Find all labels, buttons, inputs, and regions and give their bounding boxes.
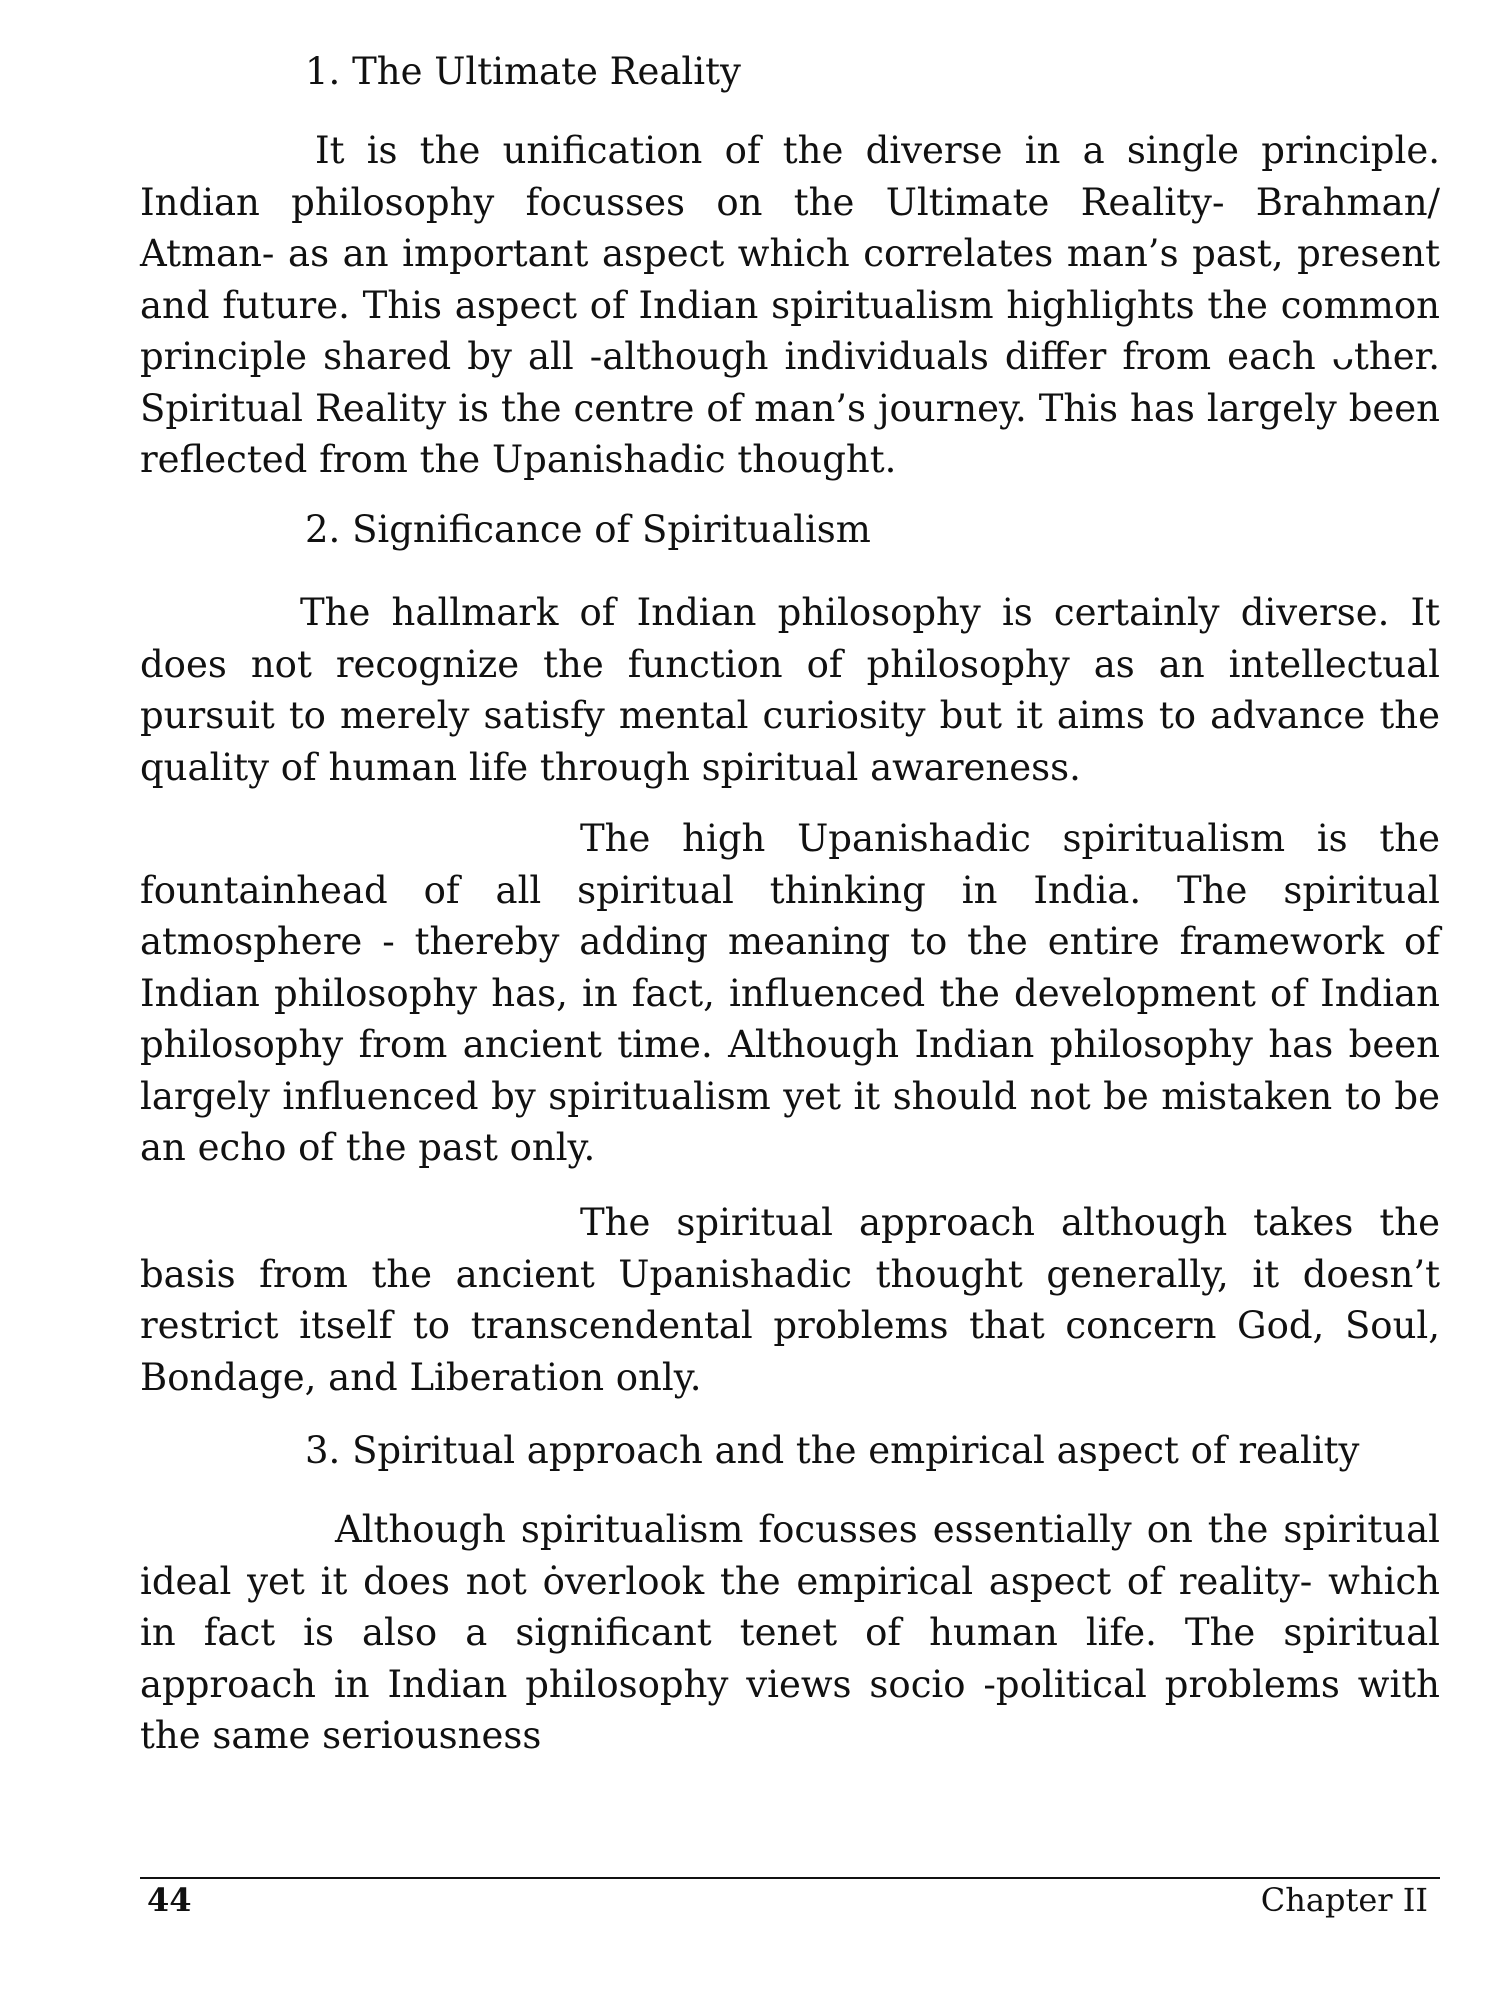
paragraph-ultimate-reality: It is the unification of the diverse in a single principle. Indian philosophy focusses on the Ultimate Reality- Brahman/ Atman- as an important aspect which correlates man’s past, present and future. This aspect of Indian spiritualism highlights the common principle shared by all -although individuals differ from each ᴗther. Spiritual Reality is the centre of man’s journey. This has largely been reflected from the Upanishadic thought. xyxy=(140,129,1440,481)
footer-rule xyxy=(140,1877,1440,1879)
chapter-label: Chapter II xyxy=(1260,1881,1428,1919)
section-heading-1: 1. The Ultimate Reality xyxy=(305,50,741,93)
section-heading-2: 2. Significance of Spiritualism xyxy=(305,508,871,551)
paragraph-spiritual-approach: The spiritual approach although takes the basis from the ancient Upanishadic thought generally, it doesn’t restrict itself to transcendental problems that concern God, Soul, Bondage, and Liberation only. xyxy=(140,1201,1440,1399)
page-number: 44 xyxy=(147,1881,192,1919)
paragraph-empirical-aspect: Although spiritualism focusses essentially on the spiritual ideal yet it does not ȯverlook the empirical aspect of reality- which in fact is also a significant tenet of human life. The spiritual approach in Indian philosophy views socio -political problems with the same seriousness xyxy=(140,1508,1440,1757)
paragraph-hallmark: The hallmark of Indian philosophy is certainly diverse. It does not recognize the function of philosophy as an intellectual pursuit to merely satisfy mental curiosity but it aims to advance the quality of human life through spiritual awareness. xyxy=(140,591,1440,789)
paragraph-upanishadic-spiritualism: The high Upanishadic spiritualism is the fountainhead of all spiritual thinking in India. The spiritual atmosphere - thereby adding meaning to the entire framework of Indian philosophy has, in fact, influenced the development of Indian philosophy from ancient time. Although Indian philosophy has been largely influenced by spiritualism yet it should not be mistaken to be an echo of the past only. xyxy=(140,817,1440,1169)
section-heading-3: 3. Spiritual approach and the empirical aspect of reality xyxy=(305,1429,1360,1472)
